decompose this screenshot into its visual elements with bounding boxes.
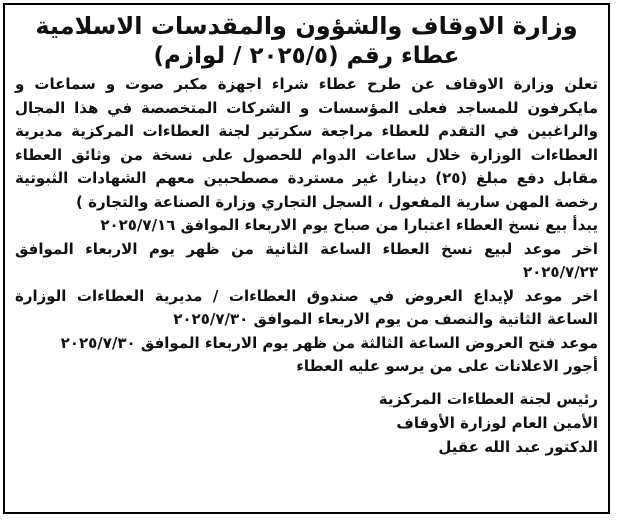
signature-committee-head: رئيس لجنة العطاءات المركزية (378, 389, 598, 408)
signature-secretary-general: الأمين العام لوزارة الأوقاف (396, 413, 598, 432)
intro-paragraph: تعلن وزارة الاوقاف عن طرح عطاء شراء اجهزة مكبر صوت و سماعات و مايكرفون للمساجد فعلى المؤسسات و الشركات المتخصصة في هذا المجال والراغبين في التقدم للعطاء مراجعة سكرتير لجنة العطاءات المركزية مديرية العطاءات الوزارة خلال ساعات الدوام للحصول على نسخة من وثائق العطاء مقابل دفع مبلغ (٢٥) دينارا غير مستردة مصطحبين معهم الشهادات الثبوتية رخصة المهن سارية المفعول ، السجل التجاري وزارة الصناعة والتجارة ) (15, 75, 598, 211)
announcement-frame (3, 3, 610, 514)
opening-paragraph: موعد فتح العروض الساعة الثالثة من ظهر يوم الاربعاء الموافق ٢٠٢٥/٧/٣٠ (60, 333, 598, 352)
submission-deadline-paragraph: اخر موعد لإيداع العروض في صندوق العطاءات / مديرية العطاءات الوزارة الساعة الثانية والنصف من يوم الاربعاء الموافق ٢٠٢٥/٧/٣٠ (15, 286, 598, 328)
signature-block (15, 387, 598, 459)
fees-paragraph: أجور الاعلانات على من يرسو عليه العطاء (296, 357, 598, 375)
sale-deadline-paragraph: اخر موعد لبيع نسخ العطاء الساعة الثانية من ظهر يوم الاربعاء الموافق ٢٠٢٥/٧/٢٣ (15, 239, 598, 281)
signature-name: الدكتور عبد الله عقيل (438, 437, 598, 456)
tender-number: عطاء رقم (٢٠٢٥/٥ / لوازم) (153, 43, 460, 69)
sale-start-paragraph: يبدأ بيع نسخ العطاء اعتبارا من صباح يوم الاربعاء الموافق ٢٠٢٥/٧/١٦ (100, 216, 598, 234)
announcement-body (15, 73, 598, 379)
ministry-title: وزارة الاوقاف والشؤون والمقدسات الاسلامية (35, 12, 578, 40)
